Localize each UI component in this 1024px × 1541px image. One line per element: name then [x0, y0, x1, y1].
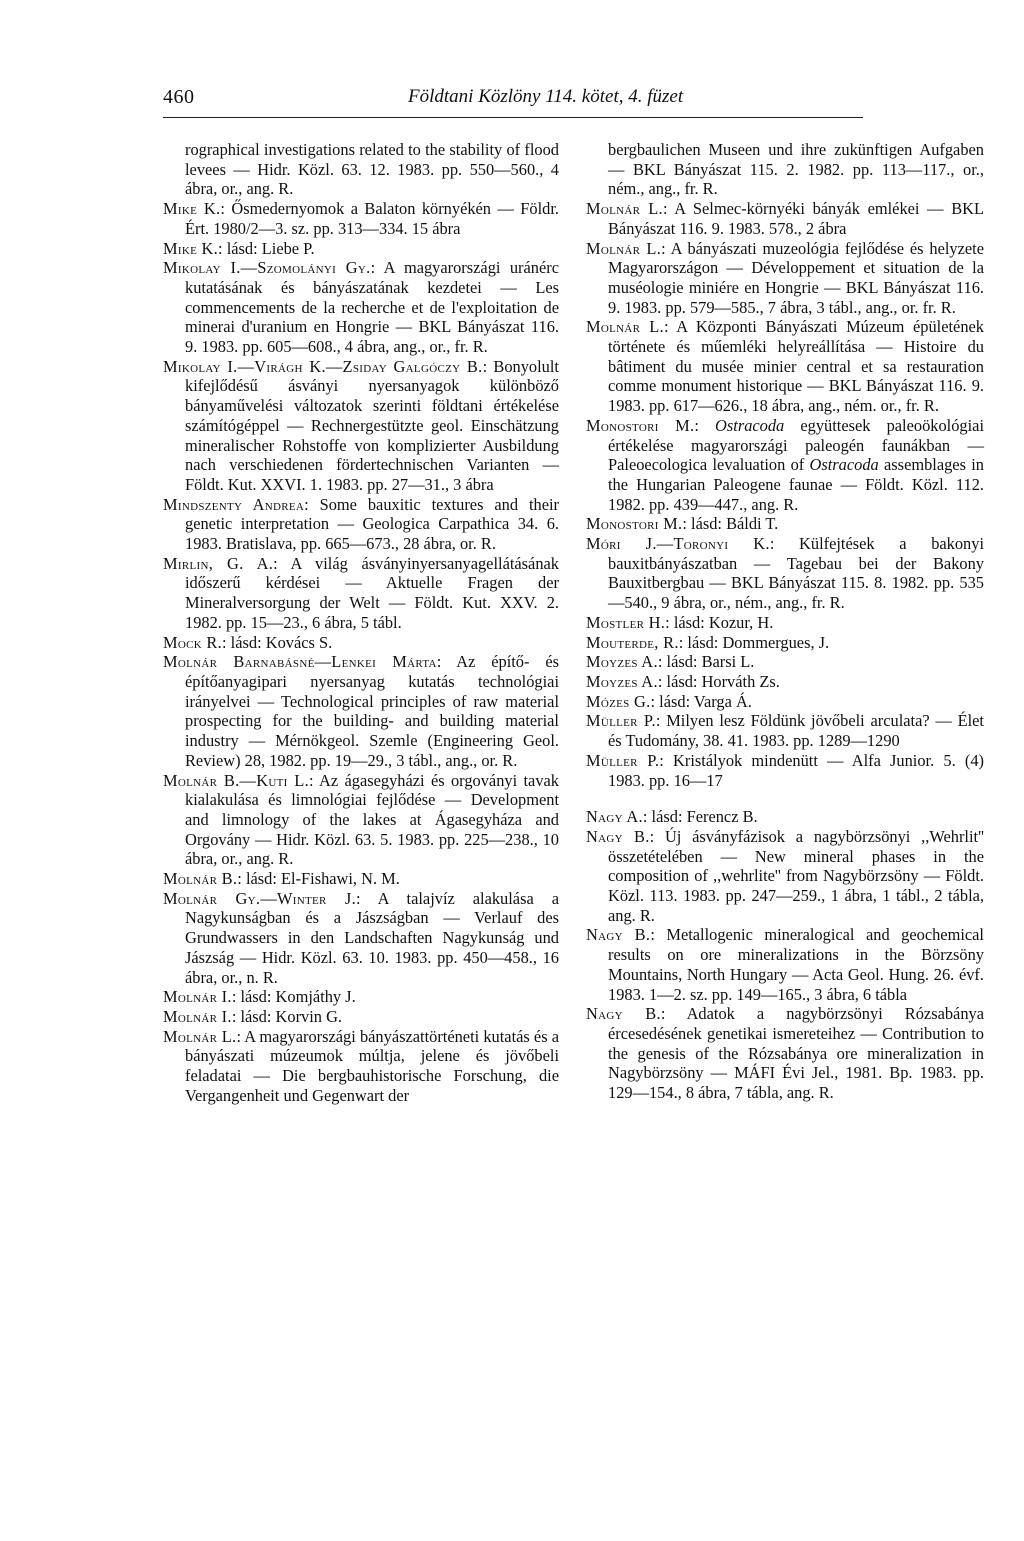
entry-italic-taxon: Ostracoda: [809, 455, 879, 475]
entry-text: : Az építő- és építőanyagipari nyersanyag kutatás technológiai irányelvei — Technological principles of raw material prospecting for the building- and building material industry — Mérnökgeol. Szemle (Engineering Geol. Review) 28, 1982. pp. 19—29., 3 tábl., ang., or. R.: [185, 652, 559, 770]
bibliography-entry: [586, 416, 984, 515]
entry-text: : lásd: Báldi T.: [682, 514, 779, 534]
entry-author: Monostori M.: [586, 514, 683, 534]
bibliography-entry: [586, 692, 984, 712]
entry-author: Mock R.: [163, 632, 223, 652]
entry-author: Mike K.: [163, 199, 221, 219]
entry-text: : Új ásványfázisok a nagybörzsönyi ,,Wehrlit'' összetételében — New mineral phases in the composition of ,,wehrlite'' from Nagybörzsöny — Földt. Közl. 113. 1983. pp. 247—259., 1 ábra, 1 tábl., 2 tábla, ang. R.: [608, 826, 985, 925]
entry-text: : Bonyolult kifejlődésű ásványi nyersanyagok különböző bányaművelési változatok szerinti földtani értékelése számítógéppel — Rechnergestützte geol. Einschätzung mineralischer Rohstoffe von komplizierter Ausbildung nach verschiedenen fördertechnischen Varianten — Földt. Kut. XXVI. 1. 1983. pp. 27—31., 3 ábra: [185, 356, 559, 494]
bibliography-entry: [586, 534, 984, 613]
entry-text: : lásd: Kovács S.: [222, 632, 333, 652]
bibliography-entry: [586, 925, 984, 1004]
entry-text: : A magyarországi bányászattörténeti kutatás és a bányászati múzeumok múltja, jelene és jövőbeli feladatai — Die bergbauhistorische Forschung, die Vergangenheit und Gegenwart der: [185, 1026, 560, 1105]
entry-author: Molnár L.: [586, 238, 662, 258]
entry-text: : lásd: Komjáthy J.: [231, 987, 356, 1007]
page-number: 460: [163, 86, 195, 108]
bibliography-entry: [586, 140, 984, 199]
bibliography-entry: [586, 514, 984, 534]
entry-text: : lásd: Ferencz B.: [642, 807, 758, 827]
bibliography-entry: [163, 495, 559, 554]
entry-text: : A bányászati muzeológia fejlődése és helyzete Magyarországon — Développement et situation de la muséologie miniére en Hongrie — BKL Bányászat 116. 9. 1983. pp. 579—585., 7 ábra, 3 tábl., ang., or. fr. R.: [608, 238, 985, 317]
entry-text: : lásd: Dommergues, J.: [678, 632, 830, 652]
bibliography-entry: [163, 771, 559, 870]
entry-text: : lásd: El-Fishawi, N. M.: [237, 869, 400, 889]
entry-italic-taxon: Ostracoda: [715, 415, 785, 435]
entry-author: Müller P.: [586, 750, 660, 770]
bibliography-entry: [586, 751, 984, 790]
bibliography-entry: [586, 1004, 984, 1103]
entry-text: : lásd: Varga Á.: [650, 691, 752, 711]
entry-text: : A világ ásványinyersanyagellátásának időszerű kérdései — Aktuelle Fragen der Mineralversorgung der Welt — Földt. Kut. XXV. 2. 1982. pp. 15—23., 6 ábra, 5 tábl.: [185, 553, 559, 632]
entry-author: Mindszenty Andrea: [163, 494, 305, 514]
entry-author: Molnár I.: [163, 987, 232, 1007]
entry-text: : Kristályok mindenütt — Alfa Junior. 5. (4) 1983. pp. 16—17: [608, 750, 984, 790]
entry-text: : Ősmedernyomok a Balaton környékén — Földr. Ért. 1980/2—3. sz. pp. 313—334. 15 ábra: [185, 199, 559, 238]
bibliography-entry: [163, 357, 559, 495]
entry-author: Molnár Gy.—Winter J.: [163, 888, 357, 908]
bibliography-entry: [163, 140, 559, 199]
bibliography-entry: [163, 889, 559, 988]
entry-author: Mózes G.: [586, 691, 651, 711]
entry-text: : Az ágasegyházi és orgoványi tavak kialakulása és limnológiai fejlődése — Development and limnology of the lakes at Ágasegyháza and Orgovány — Hidr. Közl. 63. 5. 1983. pp. 225—238., 10 ábra, or., ang. R.: [185, 770, 559, 869]
bibliography-entry: [163, 1007, 559, 1027]
running-title: Földtani Közlöny 114. kötet, 4. füzet: [408, 86, 684, 107]
bibliography-entry: [586, 633, 984, 653]
entry-author: Mike K.: [163, 238, 219, 258]
entry-text: : lásd: Liebe P.: [218, 238, 315, 258]
entry-author: Moyzes A.: [586, 671, 658, 691]
entry-author: Nagy B.: [586, 826, 650, 846]
entry-author: Molnár B.—Kuti L.: [163, 770, 309, 790]
entry-text: : Some bauxitic textures and their genetic interpretation — Geologica Carpathica 34. 6. 1983. Bratislava, pp. 665—673., 28 ábra, or. R.: [185, 494, 560, 554]
bibliography-entry: [586, 317, 984, 416]
entry-author: Mirlin, G. A.: [163, 553, 274, 573]
bibliography-entry: [163, 869, 559, 889]
entry-author: Mikolay I.—Szomolányi Gy.: [163, 258, 371, 278]
bibliography-entry: [163, 554, 559, 633]
entry-text: : lásd: Barsi L.: [657, 652, 755, 672]
bibliography-entry: [586, 672, 984, 692]
entry-author: Mikolay I.—Virágh K.—Zsiday Galgóczy B.: [163, 356, 483, 376]
entry-author: Monostori M.: [586, 415, 695, 435]
entry-text: : lásd: Kozur, H.: [665, 612, 774, 632]
entry-text: : lásd: Horváth Zs.: [657, 671, 780, 691]
entry-text: : A talajvíz alakulása a Nagykunságban és a Jászságban — Verlauf des Grundwassers in den Landschaften Nagykunság und Jászság — Hidr. Közl. 63. 10. 1983. pp. 450—458., 16 ábra, or., n. R.: [185, 888, 559, 987]
entry-text: : Milyen lesz Földünk jövőbeli arculata? — Élet és Tudomány, 38. 41. 1983. pp. 1289—1290: [608, 711, 984, 751]
bibliography-entry: [163, 1027, 559, 1106]
entry-author: Móri J.—Toronyi K.: [586, 534, 770, 554]
entry-text: rographical investigations related to the stability of flood levees — Hidr. Közl. 63. 12. 1983. pp. 550—560., 4 ábra, or., ang. R.: [185, 140, 559, 199]
entry-author: Molnár L.: [163, 1026, 237, 1046]
bibliography-entry: [163, 987, 559, 1007]
entry-author: Molnár B.: [163, 869, 238, 889]
entry-author: Molnár I.: [163, 1006, 232, 1026]
right-column: [586, 140, 984, 1103]
entry-text: : Külfejtések a bakonyi bauxitbányászatban — Tagebau bei der Bakony Bauxitbergbau — BKL Bányászat 115. 8. 1982. pp. 535—540., 9 ábra, or., ném., ang., fr. R.: [608, 534, 984, 613]
entry-text: : A magyarországi uránérc kutatásának és bányászatának kezdetei — Les commencements de la recherche et de l'exploitation de minerai d'uranium en Hongrie — BKL Bányászat 116. 9. 1983. pp. 605—608., 4 ábra, ang., or., fr. R.: [185, 258, 559, 357]
bibliography-entry: [586, 239, 984, 318]
entry-author: Moyzes A.: [586, 652, 658, 672]
entry-author: Molnár Barnabásné—Lenkei Márta: [163, 652, 437, 672]
entry-text: : Metallogenic mineralogical and geochemical results on ore mineralizations in the Börzsöny Mountains, North Hungary — Acta Geol. Hung. 26. évf. 1983. 1—2. sz. pp. 149—165., 3 ábra, 6 tábla: [608, 925, 984, 1004]
bibliography-entry: [163, 633, 559, 653]
entry-author: Molnár L.: [586, 317, 664, 337]
bibliography-entry: [586, 711, 984, 750]
bibliography-entry: [163, 239, 559, 259]
bibliography-entry: [586, 199, 984, 238]
bibliography-entry: [586, 807, 984, 827]
entry-author: Molnár L.: [586, 199, 663, 219]
left-column: [163, 140, 559, 1105]
entry-text: bergbaulichen Museen und ihre zukünftigen Aufgaben — BKL Bányászat 115. 2. 1982. pp. 113—117., or., ném., ang., fr. R.: [608, 140, 984, 199]
entry-author: Mostler H.: [586, 612, 666, 632]
entry-text: együttesek paleoökológiai értékelése magyarországi paleogén faunákban — Paleoecologica levaluation of: [608, 415, 984, 475]
entry-text: assemblages in the Hungarian Paleogene faunae — Földt. Közl. 112. 1982. pp. 439—447., ang. R.: [608, 455, 984, 514]
header-rule: [163, 117, 863, 118]
bibliography-entry: [586, 652, 984, 672]
entry-text: : A Központi Bányászati Múzeum épületének története és műemléki helyreállítása — Histoire du bâtiment du musée minier central et sa restauration comme monument historique — BKL Bányászat 116. 9. 1983. pp. 617—626., 18 ábra, ang., ném. or., fr. R.: [608, 317, 984, 416]
entry-author: Nagy B.: [586, 1004, 661, 1024]
page-header: [163, 86, 863, 116]
entry-author: Nagy B.: [586, 925, 651, 945]
entry-author: Mouterde, R.: [586, 632, 679, 652]
entry-text: : lásd: Korvin G.: [231, 1006, 343, 1026]
entry-text: :: [694, 415, 716, 435]
entry-text: : Adatok a nagybörzsönyi Rózsabánya ércesedésének genetikai ismereteihez — Contribution to the genesis of the Rózsabánya ore mineralization in Nagybörzsöny — MÁFI Évi Jel., 1981. Bp. 1983. pp. 129—154., 8 ábra, 7 tábla, ang. R.: [608, 1004, 984, 1103]
bibliography-entry: [163, 652, 559, 770]
bibliography-entry: [163, 258, 559, 357]
bibliography-entry: [586, 613, 984, 633]
bibliography-entry: [163, 199, 559, 238]
bibliography-entry: [586, 827, 984, 926]
entry-author: Müller P.: [586, 711, 656, 731]
entry-text: : A Selmec-környéki bányák emlékei — BKL Bányászat 116. 9. 1983. 578., 2 ábra: [608, 199, 985, 238]
entry-author: Nagy A.: [586, 807, 643, 827]
